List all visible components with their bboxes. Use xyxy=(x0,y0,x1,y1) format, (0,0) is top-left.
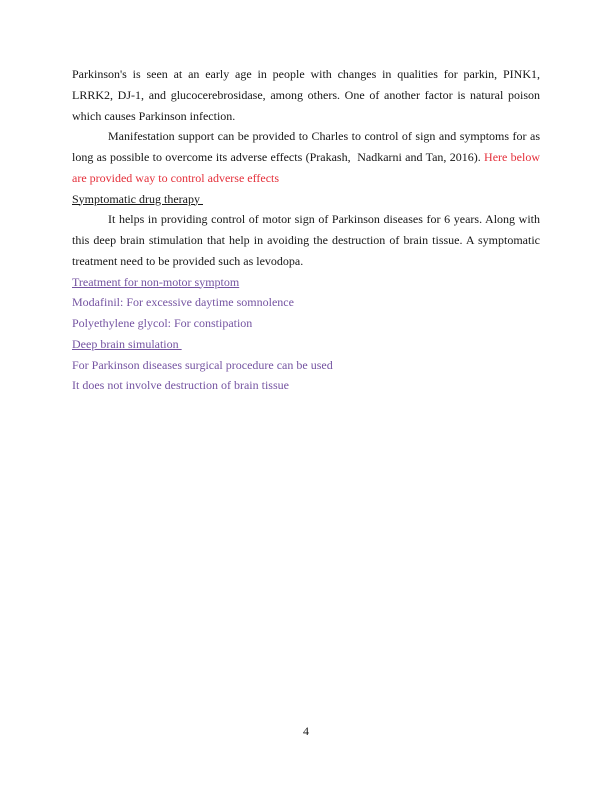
line-no-brain-destruction: It does not involve destruction of brain tissue xyxy=(72,378,289,393)
heading-treatment-non-motor-text: Treatment for non-motor symptom xyxy=(72,274,240,289)
line-surgical-procedure: For Parkinson diseases surgical procedure can be used xyxy=(72,357,333,372)
heading-treatment-non-motor xyxy=(72,272,540,293)
heading-symptomatic-text: Symptomatic drug therapy xyxy=(72,191,203,206)
heading-deep-brain-simulation-text: Deep brain simulation xyxy=(72,336,182,351)
line-polyethylene-glycol: Polyethylene glycol: For constipation xyxy=(72,316,253,330)
document-text-block xyxy=(72,64,540,396)
text-run-manifestation: Manifestation support can be provided to Charles to control of sign and symptoms for as long as possible to overcome its adverse effects (Prakash, Nadkarni and Tan, 2016). xyxy=(72,129,540,164)
text-run-here-below-red: Here below are provided way to control adverse effects xyxy=(72,150,541,185)
paragraph-levodopa-treatment: It helps in providing control of motor sign of Parkinson diseases for 6 years. Along with this deep brain stimulation that help in avoiding the destruction of brain tissue. A symptomatic treatment need to be provided such as levodopa. xyxy=(72,212,540,268)
heading-deep-brain-simulation xyxy=(72,334,540,355)
paragraph-manifestation-support xyxy=(72,126,540,188)
heading-symptomatic-drug-therapy xyxy=(72,189,540,210)
line-modafinil: Modafinil: For excessive daytime somnolence xyxy=(72,295,294,310)
page-number: 4 xyxy=(303,724,309,738)
paragraph-parkinsons-genetics: Parkinson's is seen at an early age in people with changes in qualities for parkin, PINK1, LRRK2, DJ-1, and glucocerebrosidase, among others. One of another factor is natural poison which causes Parkinson infection. xyxy=(72,67,540,123)
